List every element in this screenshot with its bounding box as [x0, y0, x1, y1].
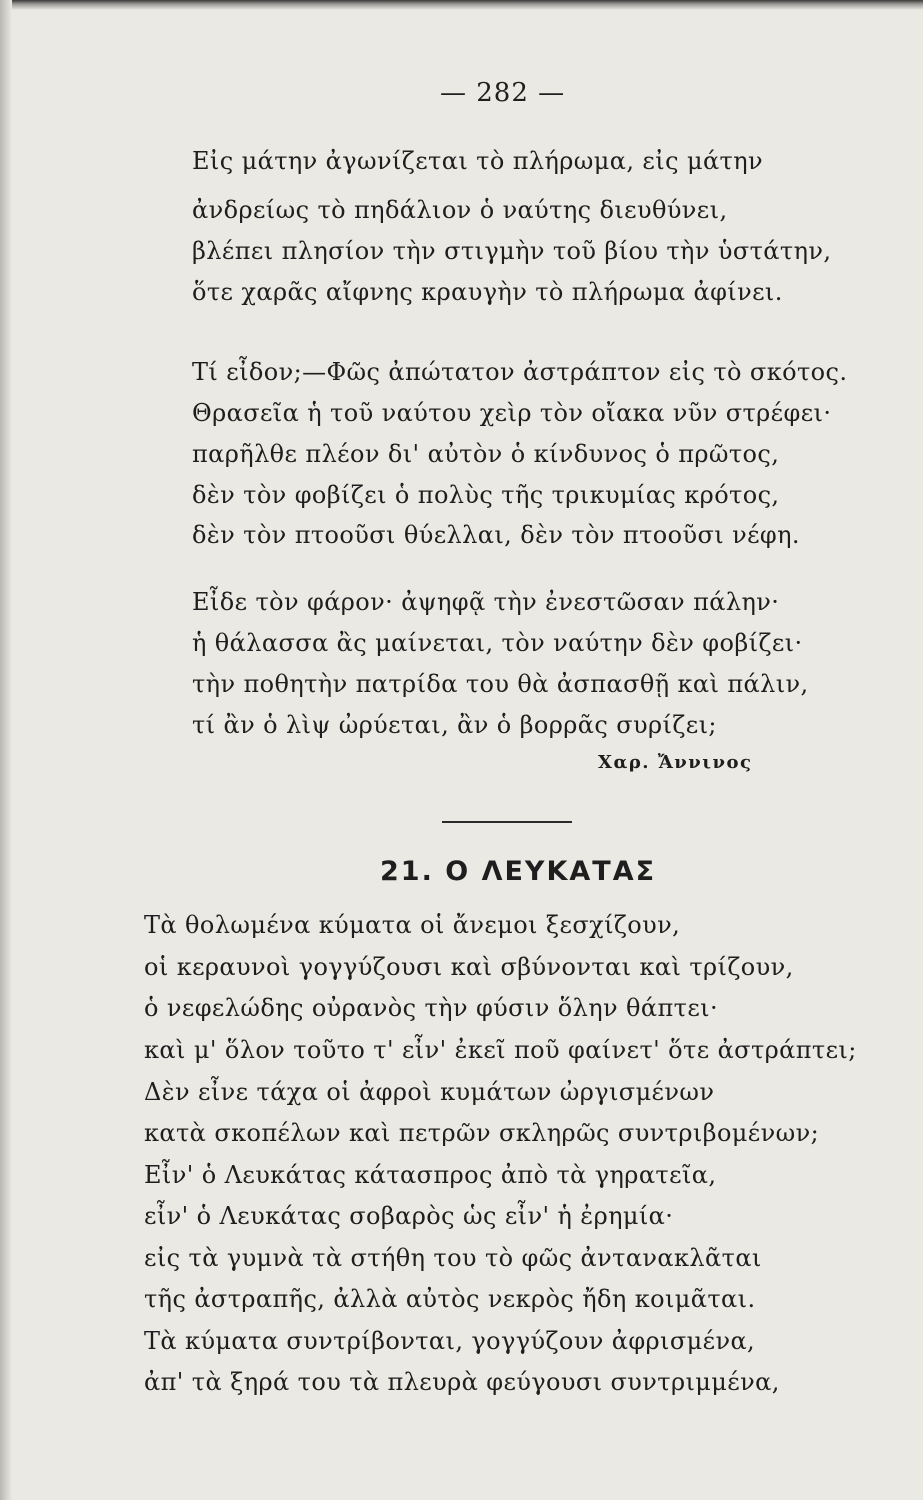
- poem-line: ἀνδρείως τὸ πηδάλιον ὁ ναύτης διευθύνει,: [192, 196, 728, 224]
- poem-line: βλέπει πλησίον τὴν στιγμὴν τοῦ βίου τὴν ὑστάτην,: [192, 237, 832, 265]
- poem-line: ἀπ' τὰ ξηρά του τὰ πλευρὰ φεύγουσι συντριμμένα,: [144, 1368, 780, 1396]
- poem-line: Τὰ θολωμένα κύματα οἱ ἄνεμοι ξεσχίζουν,: [144, 911, 681, 939]
- page-top-shadow: [0, 0, 923, 10]
- poem-author: Χαρ. Ἄννινος: [598, 752, 753, 773]
- poem-line: δὲν τὸν φοβίζει ὁ πολὺς τῆς τρικυμίας κρότος,: [192, 481, 780, 509]
- poem-line: Εἶδε τὸν φάρον· ἀψηφᾷ τὴν ἐνεστῶσαν πάλην·: [192, 588, 780, 616]
- poem-line: ὁ νεφελώδης οὐρανὸς τὴν φύσιν ὅλην θάπτει·: [144, 994, 719, 1022]
- page-number: — 282 —: [440, 78, 566, 108]
- poem-line: τί ἂν ὁ λὶψ ὠρύεται, ἂν ὁ βορρᾶς συρίζει;: [192, 711, 717, 739]
- poem-line: ὅτε χαρᾶς αἴφνης κραυγὴν τὸ πλήρωμα ἀφίνει.: [192, 278, 783, 306]
- poem-line: παρῆλθε πλέον δι' αὐτὸν ὁ κίνδυνος ὁ πρῶτος,: [192, 440, 780, 468]
- poem-line: ἡ θάλασσα ἂς μαίνεται, τὸν ναύτην δὲν φοβίζει·: [192, 629, 803, 657]
- poem-line: καὶ μ' ὅλον τοῦτο τ' εἶν' ἐκεῖ ποῦ φαίνετ' ὅτε ἀστράπτει;: [144, 1036, 857, 1064]
- poem-line: Εἶν' ὁ Λευκάτας κάτασπρος ἀπὸ τὰ γηρατεῖα,: [144, 1161, 717, 1189]
- section-divider: [442, 821, 572, 823]
- poem-line: τὴν ποθητὴν πατρίδα του θὰ ἀσπασθῇ καὶ πάλιν,: [192, 670, 809, 698]
- poem-line: κατὰ σκοπέλων καὶ πετρῶν σκληρῶς συντριβομένων;: [144, 1119, 820, 1147]
- poem-line: Εἰς μάτην ἀγωνίζεται τὸ πλήρωμα, εἰς μάτην: [192, 147, 763, 175]
- poem-line: εἶν' ὁ Λευκάτας σοβαρὸς ὡς εἶν' ἡ ἐρημία·: [144, 1202, 674, 1230]
- page-left-shadow: [0, 0, 12, 1500]
- poem-line: τῆς ἀστραπῆς, ἀλλὰ αὐτὸς νεκρὸς ἤδη κοιμᾶται.: [144, 1285, 756, 1313]
- poem-line: εἰς τὰ γυμνὰ τὰ στήθη του τὸ φῶς ἀντανακλᾶται: [144, 1244, 762, 1272]
- poem-line: Δὲν εἶνε τάχα οἱ ἀφροὶ κυμάτων ὠργισμένων: [144, 1078, 715, 1106]
- poem-line: Τί εἶδον;—Φῶς ἀπώτατον ἀστράπτον εἰς τὸ σκότος.: [192, 358, 848, 386]
- poem-line: Θρασεῖα ἡ τοῦ ναύτου χεὶρ τὸν οἴακα νῦν στρέφει·: [192, 399, 832, 427]
- poem-title: 21. Ο ΛΕΥΚΑΤΑΣ: [380, 856, 657, 887]
- poem-line: δὲν τὸν πτοοῦσι θύελλαι, δὲν τὸν πτοοῦσι νέφη.: [192, 521, 800, 549]
- poem-line: Τὰ κύματα συντρίβονται, γογγύζουν ἀφρισμένα,: [144, 1327, 756, 1355]
- poem-line: οἱ κεραυνοὶ γογγύζουσι καὶ σβύνονται καὶ τρίζουν,: [144, 953, 794, 981]
